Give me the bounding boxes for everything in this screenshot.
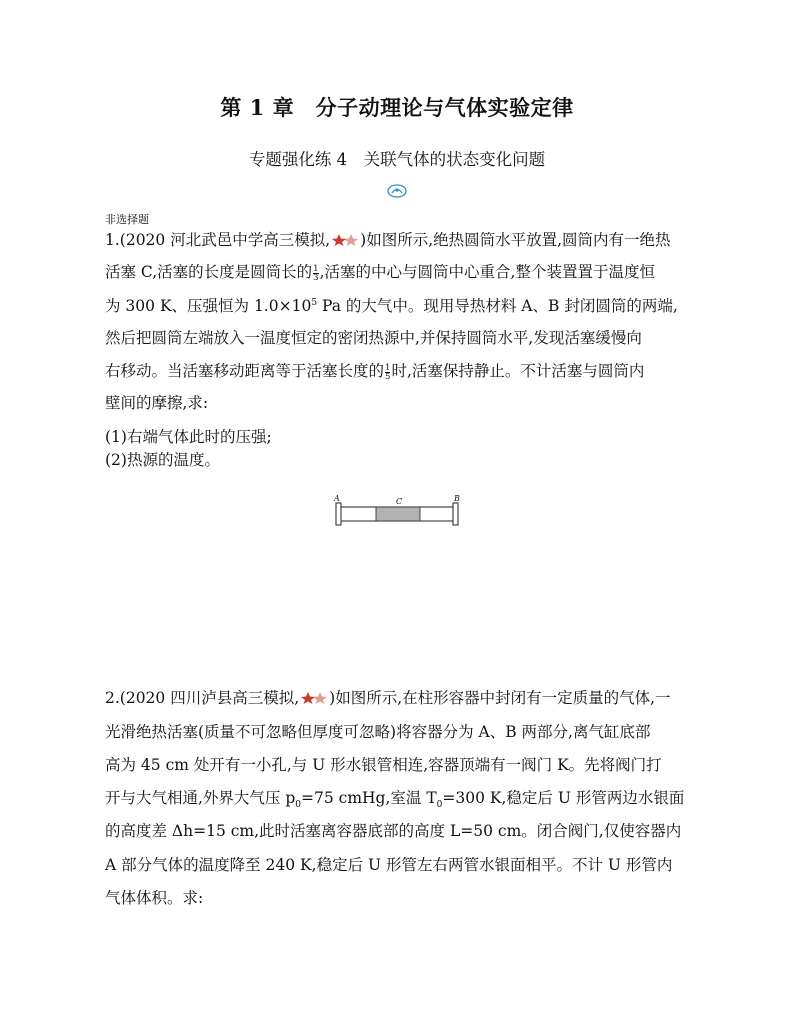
fraction-one-third: $\frac{1}{3}$ bbox=[313, 263, 319, 283]
q1-subquestion-1: (1)右端气体此时的压强; bbox=[105, 428, 272, 446]
q2-line-5: 的高度差 Δh=15 cm,此时活塞离容器底部的高度 L=50 cm。闭合阀门,仅使容器内 bbox=[105, 822, 682, 840]
q1-line-5: 右移动。当活塞移动距离等于活塞长度的 $\frac{1}{5}$ 时,活塞保持静止。不计活塞与圆筒内 bbox=[105, 362, 645, 382]
q2-line-4: 开与大气相通,外界大气压 $p_0=75$ cmHg,室温 $T_0=300$ K,稳定后 U 形管两边水银面 bbox=[105, 789, 685, 811]
label-a: A bbox=[334, 494, 340, 503]
q1-line-2: 活塞 C,活塞的长度是圆筒长的 $\frac{1}{3}$ ,活塞的中心与圆筒中心重合,整个装置置于温度恒 bbox=[105, 263, 655, 283]
label-b: B bbox=[454, 494, 460, 503]
q2-line-2: 光滑绝热活塞(质量不可忽略但厚度可忽略)将容器分为 A、B 两部分,离气缸底部 bbox=[105, 723, 651, 741]
fraction-one-fifth: $\frac{1}{5}$ bbox=[385, 362, 391, 382]
piston-c bbox=[376, 507, 420, 521]
q1-line-6: 壁间的摩擦,求: bbox=[105, 394, 209, 412]
q1-line-1: 1.(2020 河北武邑中学高三模拟, )如图所示,绝热圆筒水平放置,圆筒内有一绝热 bbox=[105, 231, 671, 249]
cylinder-figure bbox=[332, 494, 464, 529]
chapter-title: 第 1 章 分子动理论与气体实验定律 bbox=[220, 95, 574, 120]
q2-line-1: 2.(2020 四川泸县高三模拟, )如图所示,在柱形容器中封闭有一定质量的气体,一 bbox=[105, 689, 671, 707]
q2-line-6: A 部分气体的温度降至 240 K,稳定后 U 形管左右两管水银面相平。不计 U 形管内 bbox=[105, 856, 673, 874]
difficulty-star-icon bbox=[299, 690, 329, 704]
section-label: 非选择题 bbox=[105, 213, 149, 226]
q2-line-7: 气体体积。求: bbox=[105, 889, 204, 907]
q1-subquestion-2: (2)热源的温度。 bbox=[105, 451, 220, 469]
q1-line-4: 然后把圆筒左端放入一温度恒定的密闭热源中,并保持圆筒水平,发现活塞缓慢向 bbox=[105, 329, 642, 347]
logo-icon bbox=[387, 183, 407, 197]
section-title: 专题强化练 4 关联气体的状态变化问题 bbox=[248, 150, 546, 169]
difficulty-star-icon bbox=[330, 232, 360, 246]
label-c: C bbox=[396, 497, 403, 506]
q2-line-3: 高为 45 cm 处开有一小孔,与 U 形水银管相连,容器顶端有一阀门 K。先将阀门打 bbox=[105, 756, 662, 774]
q1-line-3: 为 300 K、压强恒为 $1.0\times 10^5$ Pa 的大气中。现用导热材料 A、B 封闭圆筒的两端, bbox=[105, 297, 678, 315]
